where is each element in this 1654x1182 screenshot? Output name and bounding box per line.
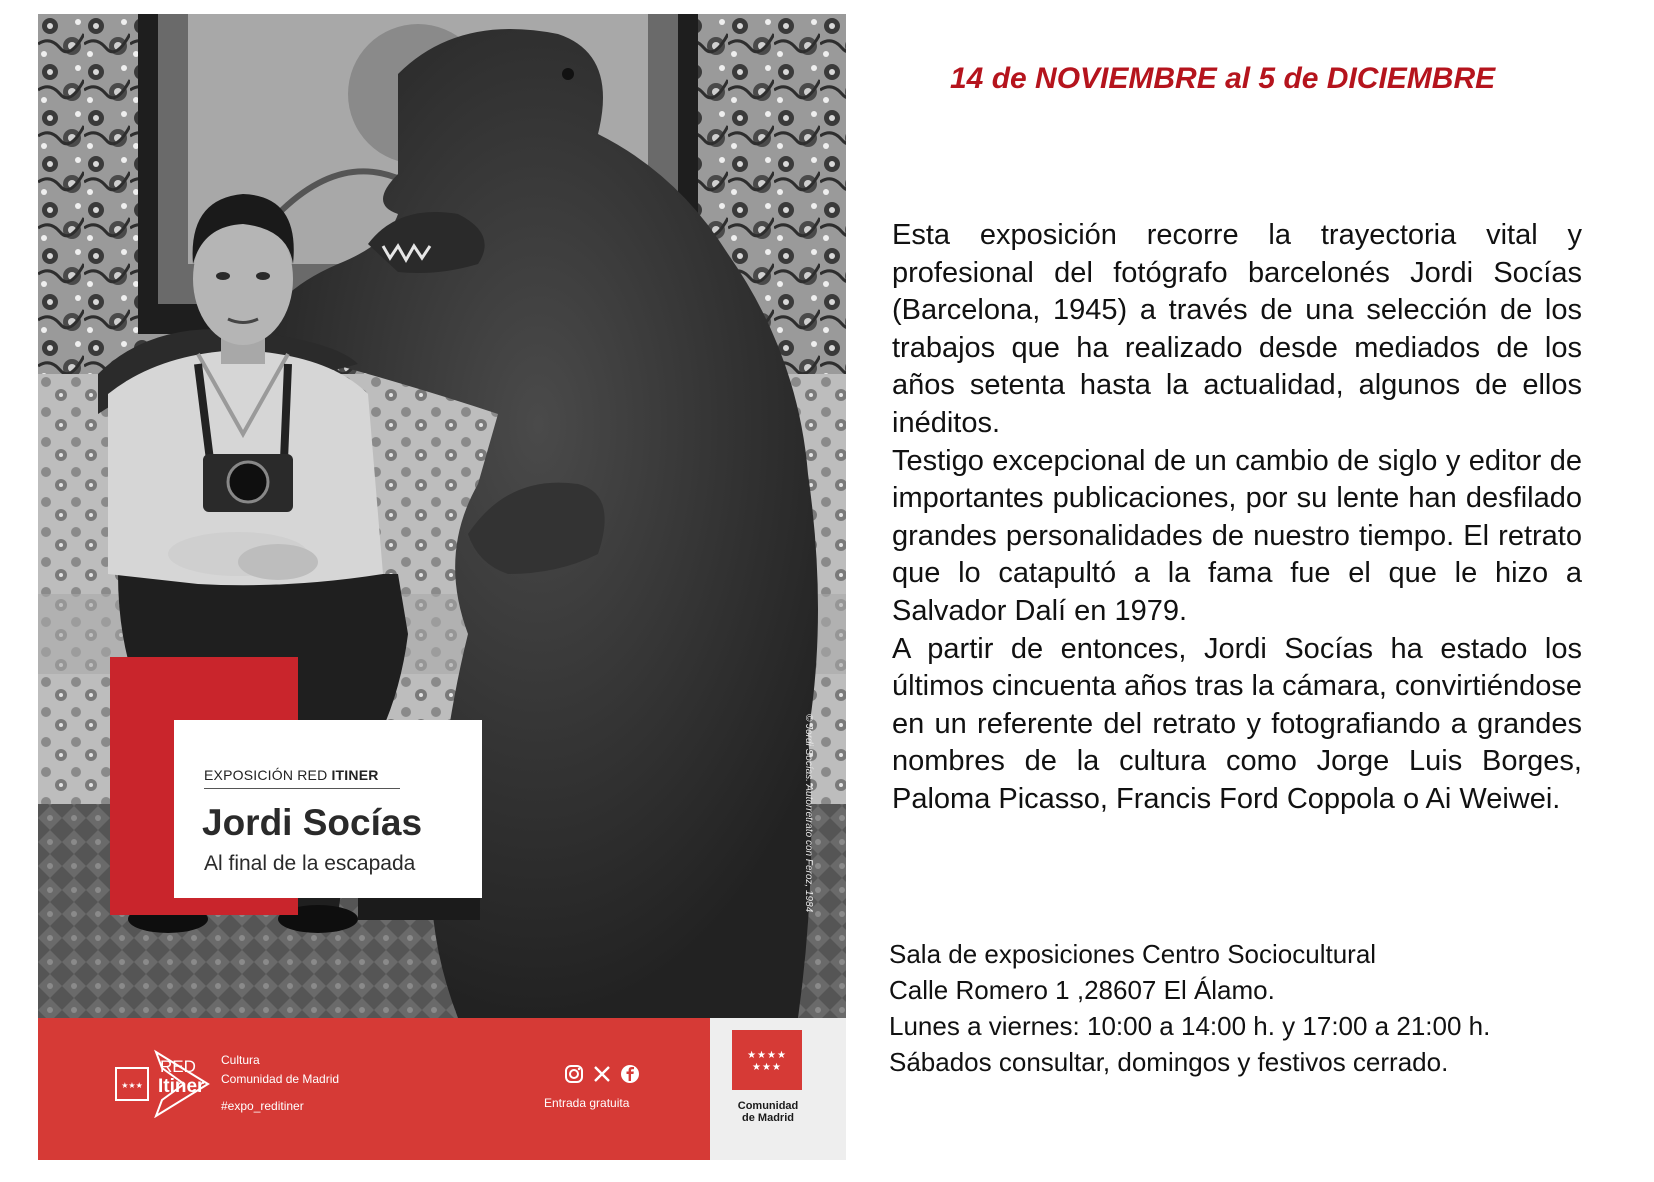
venue-info <box>889 936 1490 1080</box>
description-paragraph: A partir de entonces, Jordi Socías ha estado los últimos cincuenta años tras la cámara, convirtiéndose en un referente del retrato y fotografiando a grandes nombres de la cultura como Jorge Luis Borges, Paloma Picasso, Francis Ford Coppola o Ai Weiwei. <box>892 632 1582 815</box>
exhibition-eyebrow: EXPOSICIÓN RED ITINER <box>204 767 379 783</box>
social-icons <box>564 1064 640 1084</box>
instagram-icon <box>564 1064 584 1084</box>
footer-cultura: Cultura <box>221 1053 260 1067</box>
exhibition-poster <box>38 14 846 1160</box>
description-paragraph: Esta exposición recorre la trayectoria vital y profesional del fotógrafo barcelonés Jordi Socías (Barcelona, 1945) a través de una selección de los trabajos que ha realizado desde mediados de los años setenta hasta la actualidad, algunos de ellos inéditos. <box>892 219 1582 439</box>
logo-itiner-text: Itiner <box>158 1076 205 1097</box>
footer-comunidad: Comunidad de Madrid <box>221 1072 340 1086</box>
description-paragraph: Testigo excepcional de un cambio de siglo y editor de importantes publicaciones, por su lente han desfilado grandes personalidades de nuestro tiempo. El retrato que lo catapultó a la fama fue el que le hizo a Salvador Dalí en 1979. <box>892 444 1582 627</box>
exhibition-subtitle: Al final de la escapada <box>204 852 416 875</box>
artist-name: Jordi Socías <box>202 802 423 843</box>
svg-text:★★★: ★★★ <box>121 1081 143 1090</box>
venue-name: Sala de exposiciones Centro Sociocultural <box>889 939 1377 969</box>
facebook-icon <box>620 1064 640 1084</box>
comunidad-madrid-logo-icon: ★★★★ ★★★ <box>732 1030 802 1090</box>
title-card <box>174 720 482 898</box>
exhibition-description <box>892 217 1582 819</box>
logo-red-text: RED <box>160 1057 196 1076</box>
comunidad-madrid-logo-text: Comunidad de Madrid <box>737 1100 799 1124</box>
x-icon <box>592 1064 612 1084</box>
exhibition-dates: 14 de NOVIEMBRE al 5 de DICIEMBRE <box>950 62 1496 95</box>
venue-address: Calle Romero 1 ,28607 El Álamo. <box>889 975 1275 1005</box>
weekend-hours: Sábados consultar, domingos y festivos cerrado. <box>889 1047 1449 1077</box>
free-entry-text: Entrada gratuita <box>544 1096 630 1110</box>
eyebrow-divider <box>204 788 400 789</box>
opening-hours: Lunes a viernes: 10:00 a 14:00 h. y 17:00 a 21:00 h. <box>889 1011 1491 1041</box>
photo-credit: © Jordi Socías. Autorretrato con Feroz, 1984 <box>803 714 814 913</box>
footer-hashtag: #expo_reditiner <box>221 1099 304 1113</box>
